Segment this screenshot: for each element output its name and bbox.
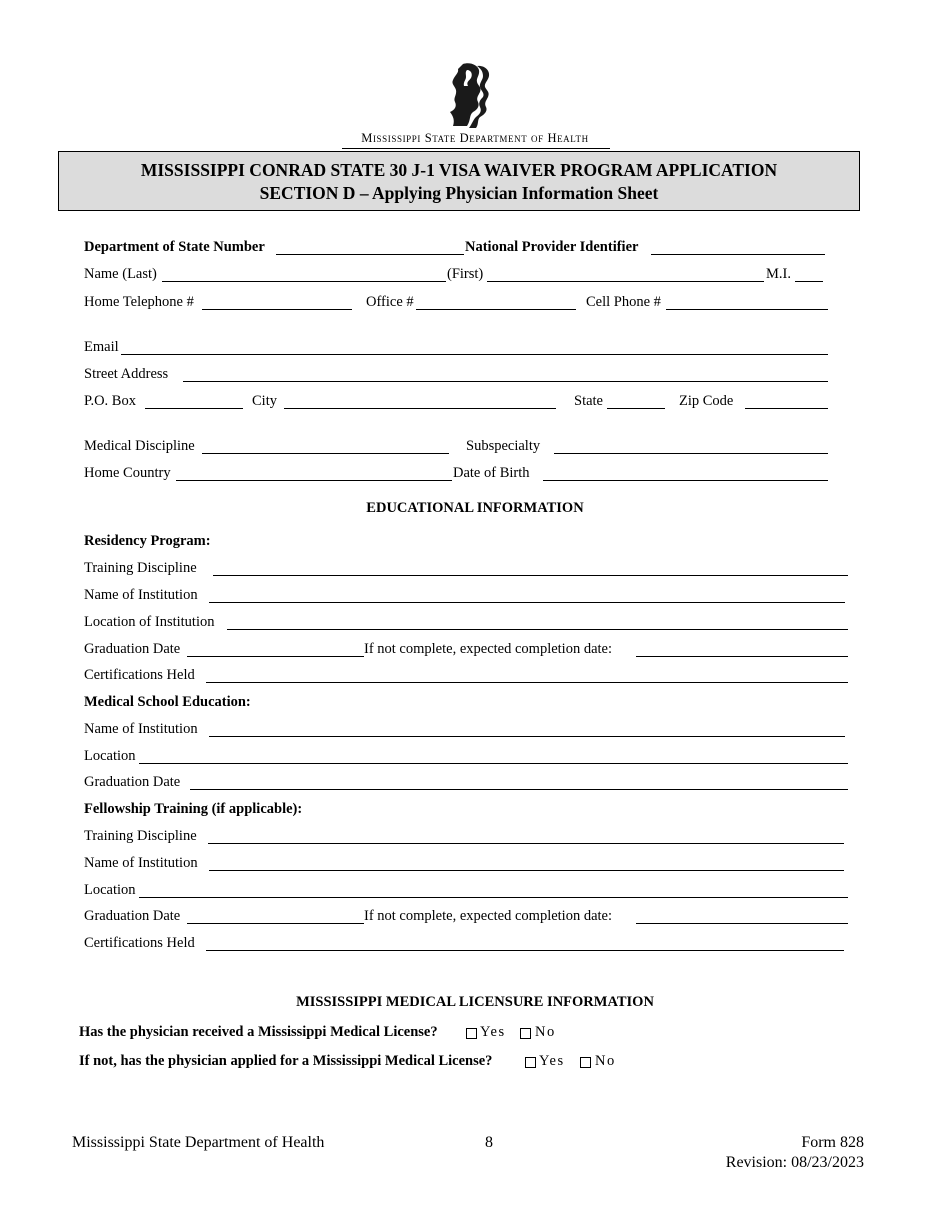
- fellowship-graduation-date-field[interactable]: [187, 923, 364, 924]
- msdh-profiles-logo-icon: [447, 62, 493, 130]
- fellowship-training-discipline-label: Training Discipline: [84, 828, 197, 844]
- medical-school-heading: Medical School Education:: [84, 694, 251, 710]
- residency-institution-name-label: Name of Institution: [84, 587, 198, 603]
- agency-rule: [342, 148, 610, 149]
- residency-institution-location-field[interactable]: [227, 629, 848, 630]
- med-school-graduation-date-label: Graduation Date: [84, 774, 181, 790]
- med-school-location-label: Location: [84, 748, 136, 764]
- section-title: SECTION D – Applying Physician Information Sheet: [259, 183, 659, 203]
- zip-code-field[interactable]: [745, 408, 828, 409]
- name-last-label: Name (Last): [84, 266, 157, 282]
- fellowship-training-discipline-field[interactable]: [208, 843, 844, 844]
- email-label: Email: [84, 339, 119, 355]
- name-first-label: (First): [447, 266, 484, 282]
- npi-label: National Provider Identifier: [465, 239, 639, 255]
- date-of-birth-field[interactable]: [543, 480, 828, 481]
- state-label: State: [574, 393, 603, 409]
- state-field[interactable]: [607, 408, 665, 409]
- residency-certifications-field[interactable]: [206, 682, 848, 683]
- med-school-institution-name-field[interactable]: [209, 736, 845, 737]
- home-telephone-label: Home Telephone #: [84, 294, 194, 310]
- residency-training-discipline-label: Training Discipline: [84, 560, 197, 576]
- footer-agency: Mississippi State Department of Health: [72, 1134, 325, 1151]
- fellowship-certifications-field[interactable]: [206, 950, 844, 951]
- fellowship-training-heading: Fellowship Training (if applicable):: [84, 801, 303, 817]
- cell-phone-field[interactable]: [666, 309, 828, 310]
- dept-state-number-field[interactable]: [276, 254, 464, 255]
- med-school-location-field[interactable]: [139, 763, 848, 764]
- npi-field[interactable]: [651, 254, 825, 255]
- educational-information-heading: EDUCATIONAL INFORMATION: [366, 500, 584, 516]
- fellowship-institution-name-label: Name of Institution: [84, 855, 198, 871]
- dept-state-number-label: Department of State Number: [84, 239, 265, 255]
- office-label: Office #: [366, 294, 414, 310]
- residency-expected-completion-field[interactable]: [636, 656, 848, 657]
- license-applied-question: If not, has the physician applied for a Mississippi Medical License?: [79, 1053, 493, 1069]
- title-box: [58, 151, 860, 211]
- form-number: Form 828: [801, 1134, 864, 1151]
- office-field[interactable]: [416, 309, 576, 310]
- med-school-graduation-date-field[interactable]: [190, 789, 848, 790]
- email-field[interactable]: [121, 354, 828, 355]
- fellowship-graduation-date-label: Graduation Date: [84, 908, 181, 924]
- residency-graduation-date-field[interactable]: [187, 656, 364, 657]
- fellowship-location-label: Location: [84, 882, 136, 898]
- home-telephone-field[interactable]: [202, 309, 352, 310]
- fellowship-certifications-label: Certifications Held: [84, 935, 195, 951]
- license-received-no-checkbox[interactable]: [520, 1028, 531, 1039]
- licensure-heading: MISSISSIPPI MEDICAL LICENSURE INFORMATION: [296, 994, 654, 1010]
- name-first-field[interactable]: [487, 281, 764, 282]
- license-applied-no-label: No: [595, 1053, 616, 1069]
- fellowship-institution-name-field[interactable]: [209, 870, 844, 871]
- revision-date: Revision: 08/23/2023: [725, 1154, 864, 1171]
- date-of-birth-label: Date of Birth: [453, 465, 530, 481]
- residency-training-discipline-field[interactable]: [213, 575, 848, 576]
- name-last-field[interactable]: [162, 281, 446, 282]
- fellowship-expected-completion-label: If not complete, expected completion date:: [364, 908, 613, 924]
- mi-label: M.I.: [766, 266, 791, 282]
- po-box-field[interactable]: [145, 408, 243, 409]
- license-received-yes-checkbox[interactable]: [466, 1028, 477, 1039]
- fellowship-location-field[interactable]: [139, 897, 848, 898]
- po-box-label: P.O. Box: [84, 393, 136, 409]
- city-label: City: [252, 393, 277, 409]
- home-country-field[interactable]: [176, 480, 452, 481]
- license-applied-yes-checkbox[interactable]: [525, 1057, 536, 1068]
- fellowship-expected-completion-field[interactable]: [636, 923, 848, 924]
- residency-expected-completion-label: If not complete, expected completion date:: [364, 641, 613, 657]
- license-applied-yes-label: Yes: [539, 1053, 565, 1069]
- page-number: 8: [485, 1134, 493, 1151]
- residency-institution-location-label: Location of Institution: [84, 614, 215, 630]
- license-received-question: Has the physician received a Mississippi Medical License?: [79, 1024, 438, 1040]
- subspecialty-field[interactable]: [554, 453, 828, 454]
- license-applied-no-checkbox[interactable]: [580, 1057, 591, 1068]
- med-school-institution-name-label: Name of Institution: [84, 721, 198, 737]
- residency-certifications-label: Certifications Held: [84, 667, 195, 683]
- zip-code-label: Zip Code: [679, 393, 734, 409]
- residency-program-heading: Residency Program:: [84, 533, 211, 549]
- agency-name: Mississippi State Department of Health: [361, 131, 589, 145]
- street-address-label: Street Address: [84, 366, 169, 382]
- home-country-label: Home Country: [84, 465, 171, 481]
- mi-field[interactable]: [795, 281, 823, 282]
- city-field[interactable]: [284, 408, 556, 409]
- license-received-yes-label: Yes: [480, 1024, 506, 1040]
- cell-phone-label: Cell Phone #: [586, 294, 661, 310]
- street-address-field[interactable]: [183, 381, 828, 382]
- medical-discipline-field[interactable]: [202, 453, 449, 454]
- medical-discipline-label: Medical Discipline: [84, 438, 195, 454]
- license-received-no-label: No: [535, 1024, 556, 1040]
- form-title: MISSISSIPPI CONRAD STATE 30 J-1 VISA WAIVER PROGRAM APPLICATION: [140, 160, 778, 180]
- residency-institution-name-field[interactable]: [209, 602, 845, 603]
- subspecialty-label: Subspecialty: [466, 438, 541, 454]
- residency-graduation-date-label: Graduation Date: [84, 641, 181, 657]
